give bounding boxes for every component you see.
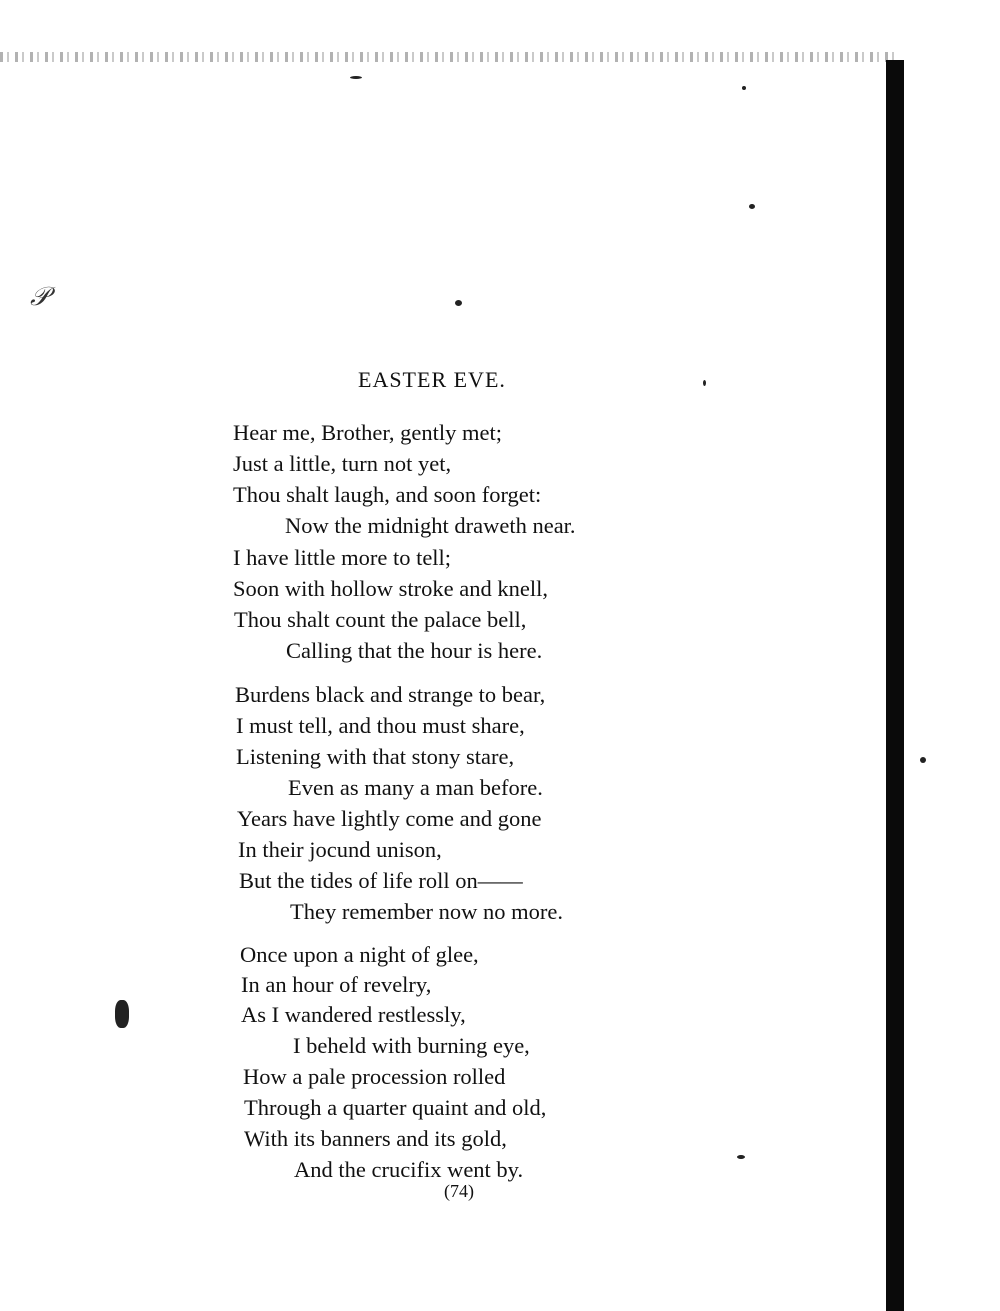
margin-mark: 𝒫 [30,282,49,311]
scan-speck [749,204,755,209]
poem-line: Even as many a man before. [288,775,543,800]
scan-speck [703,380,706,386]
poem-line: I beheld with burning eye, [293,1033,530,1058]
scan-speck [455,300,462,306]
poem-line: Years have lightly come and gone [237,806,542,831]
binding-shadow [886,60,904,1311]
poem-line: Now the midnight draweth near. [285,513,576,538]
poem-line: I have little more to tell; [233,545,452,570]
scan-speck [350,76,362,79]
poem-line: Through a quarter quaint and old, [244,1095,547,1120]
poem-line: Hear me, Brother, gently met; [233,420,503,445]
poem-line: With its banners and its gold, [244,1126,507,1151]
poem-line: In their jocund unison, [238,837,442,862]
scan-noise-top [0,52,900,62]
page-number: (74) [444,1181,474,1201]
scan-speck [737,1155,745,1159]
scan-speck [920,757,926,763]
poem-line: Thou shalt laugh, and soon forget: [233,482,542,507]
poem-line: Just a little, turn not yet, [233,451,452,476]
scan-speck [742,86,746,90]
poem-line: But the tides of life roll on—— [239,868,523,893]
poem-line: How a pale procession rolled [243,1064,506,1089]
poem-line: And the crucifix went by. [294,1157,524,1182]
poem-line: I must tell, and thou must share, [236,713,525,738]
poem-line: Burdens black and strange to bear, [235,682,546,707]
poem-line: Once upon a night of glee, [240,942,479,967]
poem-line: Listening with that stony stare, [236,744,515,769]
poem-title: EASTER EVE. [358,367,506,392]
poem-line: They remember now no more. [290,899,564,924]
poem-line: As I wandered restlessly, [241,1002,466,1027]
poem-line: Soon with hollow stroke and knell, [233,576,548,601]
poem-line: In an hour of revelry, [241,972,432,997]
poem-line: Thou shalt count the palace bell, [234,607,527,632]
scan-speck [115,1000,129,1028]
poem-line: Calling that the hour is here. [286,638,543,663]
